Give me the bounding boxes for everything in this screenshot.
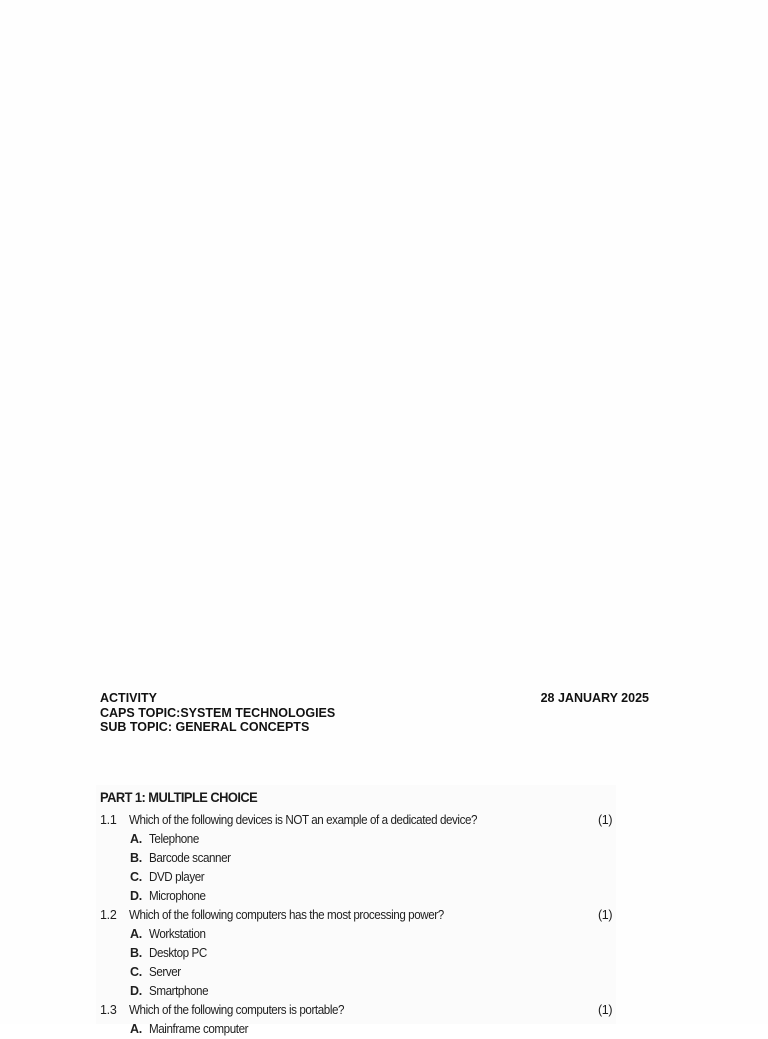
option-row xyxy=(100,887,620,906)
option-text: Workstation xyxy=(149,927,206,941)
option-text: Smartphone xyxy=(149,984,209,998)
option-letter: B. xyxy=(130,851,142,865)
question-text: Which of the following computers is portable? xyxy=(129,1003,345,1017)
option-row xyxy=(100,963,620,982)
sub-topic: SUB TOPIC: GENERAL CONCEPTS xyxy=(100,720,310,734)
option-letter: C. xyxy=(130,965,142,979)
option-row xyxy=(100,849,620,868)
question-1-2 xyxy=(100,906,620,925)
activity-label: ACTIVITY xyxy=(100,691,157,705)
option-text: Telephone xyxy=(149,832,199,846)
question-text: Which of the following devices is NOT an example of a dedicated device? xyxy=(129,813,478,827)
option-text: DVD player xyxy=(149,870,205,884)
option-text: Microphone xyxy=(149,889,206,903)
option-letter: C. xyxy=(130,870,142,884)
question-1-1 xyxy=(100,811,620,830)
option-row xyxy=(100,925,620,944)
option-text: Desktop PC xyxy=(149,946,207,960)
option-letter: D. xyxy=(130,984,142,998)
activity-date: 28 JANUARY 2025 xyxy=(540,691,649,705)
option-letter: A. xyxy=(130,1022,142,1036)
question-1-3 xyxy=(100,1001,620,1020)
question-number: 1.1 xyxy=(100,813,117,827)
activity-header xyxy=(100,691,660,735)
caps-topic: CAPS TOPIC:SYSTEM TECHNOLOGIES xyxy=(100,705,336,720)
question-marks: (1) xyxy=(598,813,613,827)
sub-topic-row xyxy=(100,720,660,735)
option-row xyxy=(100,982,620,1001)
option-letter: A. xyxy=(130,832,142,846)
question-marks: (1) xyxy=(598,1003,613,1017)
caps-topic-row xyxy=(100,706,660,721)
question-number: 1.3 xyxy=(100,1003,117,1017)
question-number: 1.2 xyxy=(100,908,117,922)
option-text: Mainframe computer xyxy=(149,1022,249,1036)
question-list xyxy=(100,811,620,1039)
option-letter: B. xyxy=(130,946,142,960)
option-text: Server xyxy=(149,965,181,979)
part-title: PART 1: MULTIPLE CHOICE xyxy=(100,789,258,805)
option-letter: A. xyxy=(130,927,142,941)
question-marks: (1) xyxy=(598,908,613,922)
option-row xyxy=(100,944,620,963)
option-row xyxy=(100,830,620,849)
option-text: Barcode scanner xyxy=(149,851,231,865)
option-letter: D. xyxy=(130,889,142,903)
option-row xyxy=(100,868,620,887)
question-text: Which of the following computers has the most processing power? xyxy=(129,908,444,922)
option-row xyxy=(100,1020,620,1039)
activity-header-row xyxy=(100,691,660,706)
